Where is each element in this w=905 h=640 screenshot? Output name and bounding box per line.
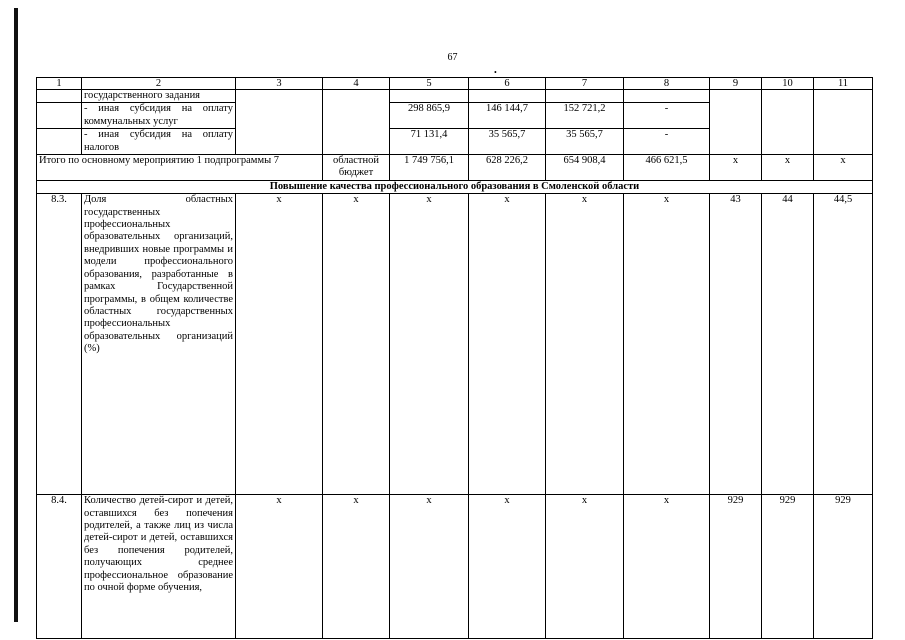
indicator-row-8-3 [37,194,873,495]
funding-source: областной бюджет [323,155,390,181]
value-cell: х [323,194,390,495]
indicator-row-8-4 [37,495,873,639]
value-cell: х [236,495,323,639]
cell-empty [390,90,469,103]
value-cell: х [390,194,469,495]
col-header-7: 7 [546,78,624,90]
cell-empty [624,90,710,103]
cell-empty [236,90,323,155]
col-header-10: 10 [762,78,814,90]
value-cell: 466 621,5 [624,155,710,181]
scan-edge-bar [14,8,18,622]
cell-empty [814,90,873,155]
budget-table [36,77,873,639]
value-cell: х [814,155,873,181]
value-cell: 43 [710,194,762,495]
value-cell: 298 865,9 [390,103,469,129]
value-cell: х [390,495,469,639]
col-header-11: 11 [814,78,873,90]
row-number: 8.4. [37,495,82,639]
value-cell: 35 565,7 [469,129,546,155]
value-cell: 146 144,7 [469,103,546,129]
value-cell: х [469,495,546,639]
col-header-8: 8 [624,78,710,90]
section-row [37,180,873,193]
table-row [37,90,873,103]
row-label: государственного задания [82,90,236,103]
col-header-6: 6 [469,78,546,90]
section-title: Повышение качества профессионального образования в Смоленской области [37,180,873,193]
value-cell: х [546,194,624,495]
row-label: - иная субсидия на оплату налогов [82,129,236,155]
value-cell: х [236,194,323,495]
value-cell: х [624,194,710,495]
value-cell: х [624,495,710,639]
cell-empty [710,90,762,155]
value-cell: х [762,155,814,181]
col-header-2: 2 [82,78,236,90]
indicator-text: Количество детей-сирот и детей, оставшихся без попечения родителей, а также лиц из числа детей-сирот и детей, оставшихся без попечения родителей, получающих среднее профессиональное образование по очной форме обучения, [82,495,236,639]
col-header-1: 1 [37,78,82,90]
value-cell: 628 226,2 [469,155,546,181]
row-number: 8.3. [37,194,82,495]
row-label: - иная субсидия на оплату коммунальных услуг [82,103,236,129]
col-header-9: 9 [710,78,762,90]
value-cell: 35 565,7 [546,129,624,155]
column-number-row [37,78,873,90]
col-header-5: 5 [390,78,469,90]
value-cell: - [624,103,710,129]
cell-empty [546,90,624,103]
cell-empty [37,103,82,129]
cell-empty [37,90,82,103]
indicator-text: Доля областных государственных профессиональных образовательных организаций, внедривших новые программы и модели профессионального образования, разработанные в рамках Государственной программы, в общем количестве областных государственных профессиональных образовательных организаций (%) [82,194,236,495]
value-cell: х [710,155,762,181]
value-cell: 1 749 756,1 [390,155,469,181]
cell-empty [323,90,390,155]
scan-speck: • [494,68,497,77]
value-cell: 654 908,4 [546,155,624,181]
cell-empty [37,129,82,155]
value-cell: 71 131,4 [390,129,469,155]
value-cell: 929 [710,495,762,639]
cell-empty [469,90,546,103]
value-cell: х [469,194,546,495]
value-cell: 152 721,2 [546,103,624,129]
value-cell: х [323,495,390,639]
value-cell: 929 [814,495,873,639]
col-header-4: 4 [323,78,390,90]
cell-empty [762,90,814,155]
value-cell: 929 [762,495,814,639]
value-cell: х [546,495,624,639]
page-number: 67 [447,52,458,63]
value-cell: 44 [762,194,814,495]
total-label: Итого по основному мероприятию 1 подпрограммы 7 [37,155,323,181]
total-row [37,155,873,181]
value-cell: - [624,129,710,155]
col-header-3: 3 [236,78,323,90]
value-cell: 44,5 [814,194,873,495]
